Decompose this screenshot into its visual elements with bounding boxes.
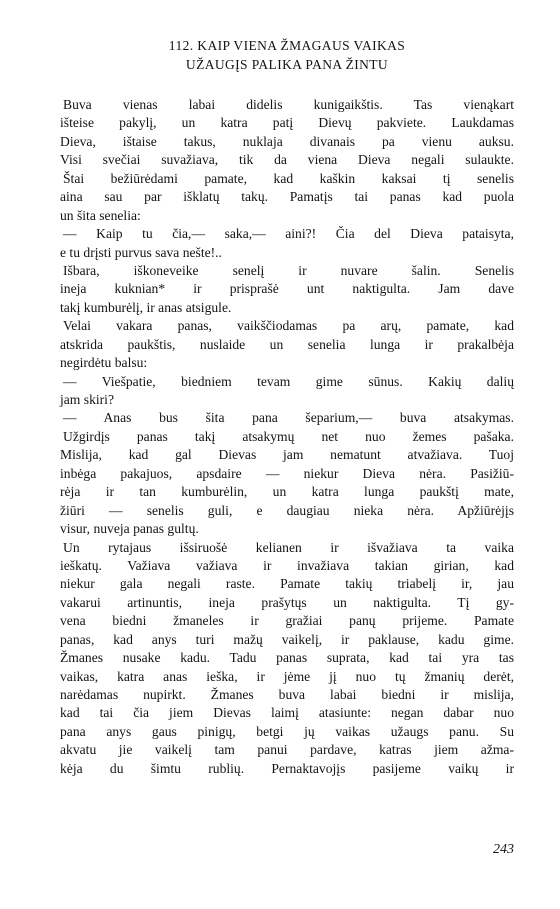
text-line: e tu drįsti purvus sava nešte!.. — [60, 244, 222, 260]
story-title — [60, 36, 514, 74]
text-line: Išbara, iškoneveike senelį ir nuvare šalin. Senelis — [63, 262, 514, 278]
text-line: Štai bežiūrėdami pamate, kad kaškin kaksai tį senelis — [63, 170, 514, 186]
text-line: kad tai čia jiem Dievas laimį atasiunte: negan dabar nuo — [60, 705, 514, 721]
text-line: rėja ir tan kumburėlin, un katra lunga paukštį mate, — [60, 484, 514, 500]
text-line: išteise pakylį, un katra patį Dievų pakviete. Laukdamas — [60, 115, 514, 131]
title-line-2: UŽAUGĮS PALIKA PANA ŽINTU — [185, 57, 389, 72]
text-line: žiūri — senelis guli, e daugiau nieka nėra. Apžiūrėjįs — [60, 502, 514, 518]
text-line: Užgirdįs panas takį atsakymų net nuo žemes pašaka. — [63, 428, 514, 444]
text-line: pana anys gaus pinigų, betgi jų vaikas užaugs panu. Su — [60, 723, 514, 739]
text-line: atskrida paukštis, nuslaide un senelia lunga ir prakalbėja — [60, 336, 514, 352]
text-line: inbėga pakajuos, apsdaire — niekur Dieva nėra. Pasižiū- — [60, 465, 514, 481]
text-line: vena biedni žmaneles ir gražiai panų prijeme. Pamate — [60, 613, 514, 629]
text-line: — Kaip tu čia,— saka,— aini?! Čia del Dieva pataisyta, — [63, 226, 514, 242]
text-line: aina sau par išklatų takų. Pamatįs tai panas kad puola — [60, 189, 514, 205]
text-line: — Anas bus šita pana šeparium,— buva atsakymas. — [63, 410, 514, 426]
text-line: Un rytajaus išsiruošė kelianen ir išvažiava ta vaika — [63, 539, 514, 555]
title-line-1: 112. KAIP VIENA ŽMAGAUS VAIKAS — [168, 38, 406, 53]
text-line: Velai vakara panas, vaikščiodamas pa arų, pamate, kad — [63, 318, 514, 334]
text-line: negirdėtu balsu: — [60, 355, 148, 371]
text-line: jam skiri? — [60, 392, 114, 407]
text-line: vaikas, katra anas ieška, ir jėme jį nuo tų žmanių derėt, — [60, 668, 514, 684]
text-line: visur, nuveja panas gultų. — [60, 521, 199, 537]
text-line: niekur gala negali raste. Pamate takių triabelį ir, jau — [60, 576, 514, 592]
text-line: un šita senelia: — [60, 207, 141, 223]
text-line: Žmanes nusake kadu. Tadu panas suprata, kad tai yra tas — [60, 650, 514, 666]
text-line: akvatu jie vaikelį tam panui pardave, katras jiem ažma- — [60, 742, 514, 758]
page-number: 243 — [493, 842, 514, 857]
text-line: kėja du šimtu rublių. Pernaktavojįs pasijeme vaikų ir — [60, 760, 514, 776]
text-line: Buva vienas labai didelis kunigaikštis. Tas vienąkart — [63, 97, 514, 112]
text-line: Mislija, kad gal Dievas jam nematunt atvažiava. Tuoj — [60, 447, 514, 463]
text-line: Dieva, ištaise takus, nuklaja divanais pa vienu auksu. — [60, 133, 514, 149]
text-line: panas, kad anys turi mažų vaikelį, ir paklause, kadu gime. — [60, 631, 514, 647]
text-line: — Viešpatie, biedniem tevam gime sūnus. Kakių dalių — [63, 373, 514, 389]
text-line: narėdamas nupirkt. Žmanes buva labai biedni ir mislija, — [60, 687, 514, 702]
text-line: Visi svečiai suvažiava, tik da viena Dieva negali sulaukte. — [60, 152, 514, 168]
story-body — [60, 96, 514, 778]
text-line: ieškatų. Važiava važiava ir invažiava takian girian, kad — [60, 557, 514, 573]
text-line: ineja kuknian* ir prisprašė unt naktigulta. Jam dave — [60, 281, 514, 297]
book-page — [60, 0, 514, 909]
text-line: vakarui artinuntis, ineja prašytųs un naktigulta. Tį gy- — [60, 594, 514, 610]
text-line: takį kumburėlį, ir anas atsigule. — [60, 299, 232, 315]
